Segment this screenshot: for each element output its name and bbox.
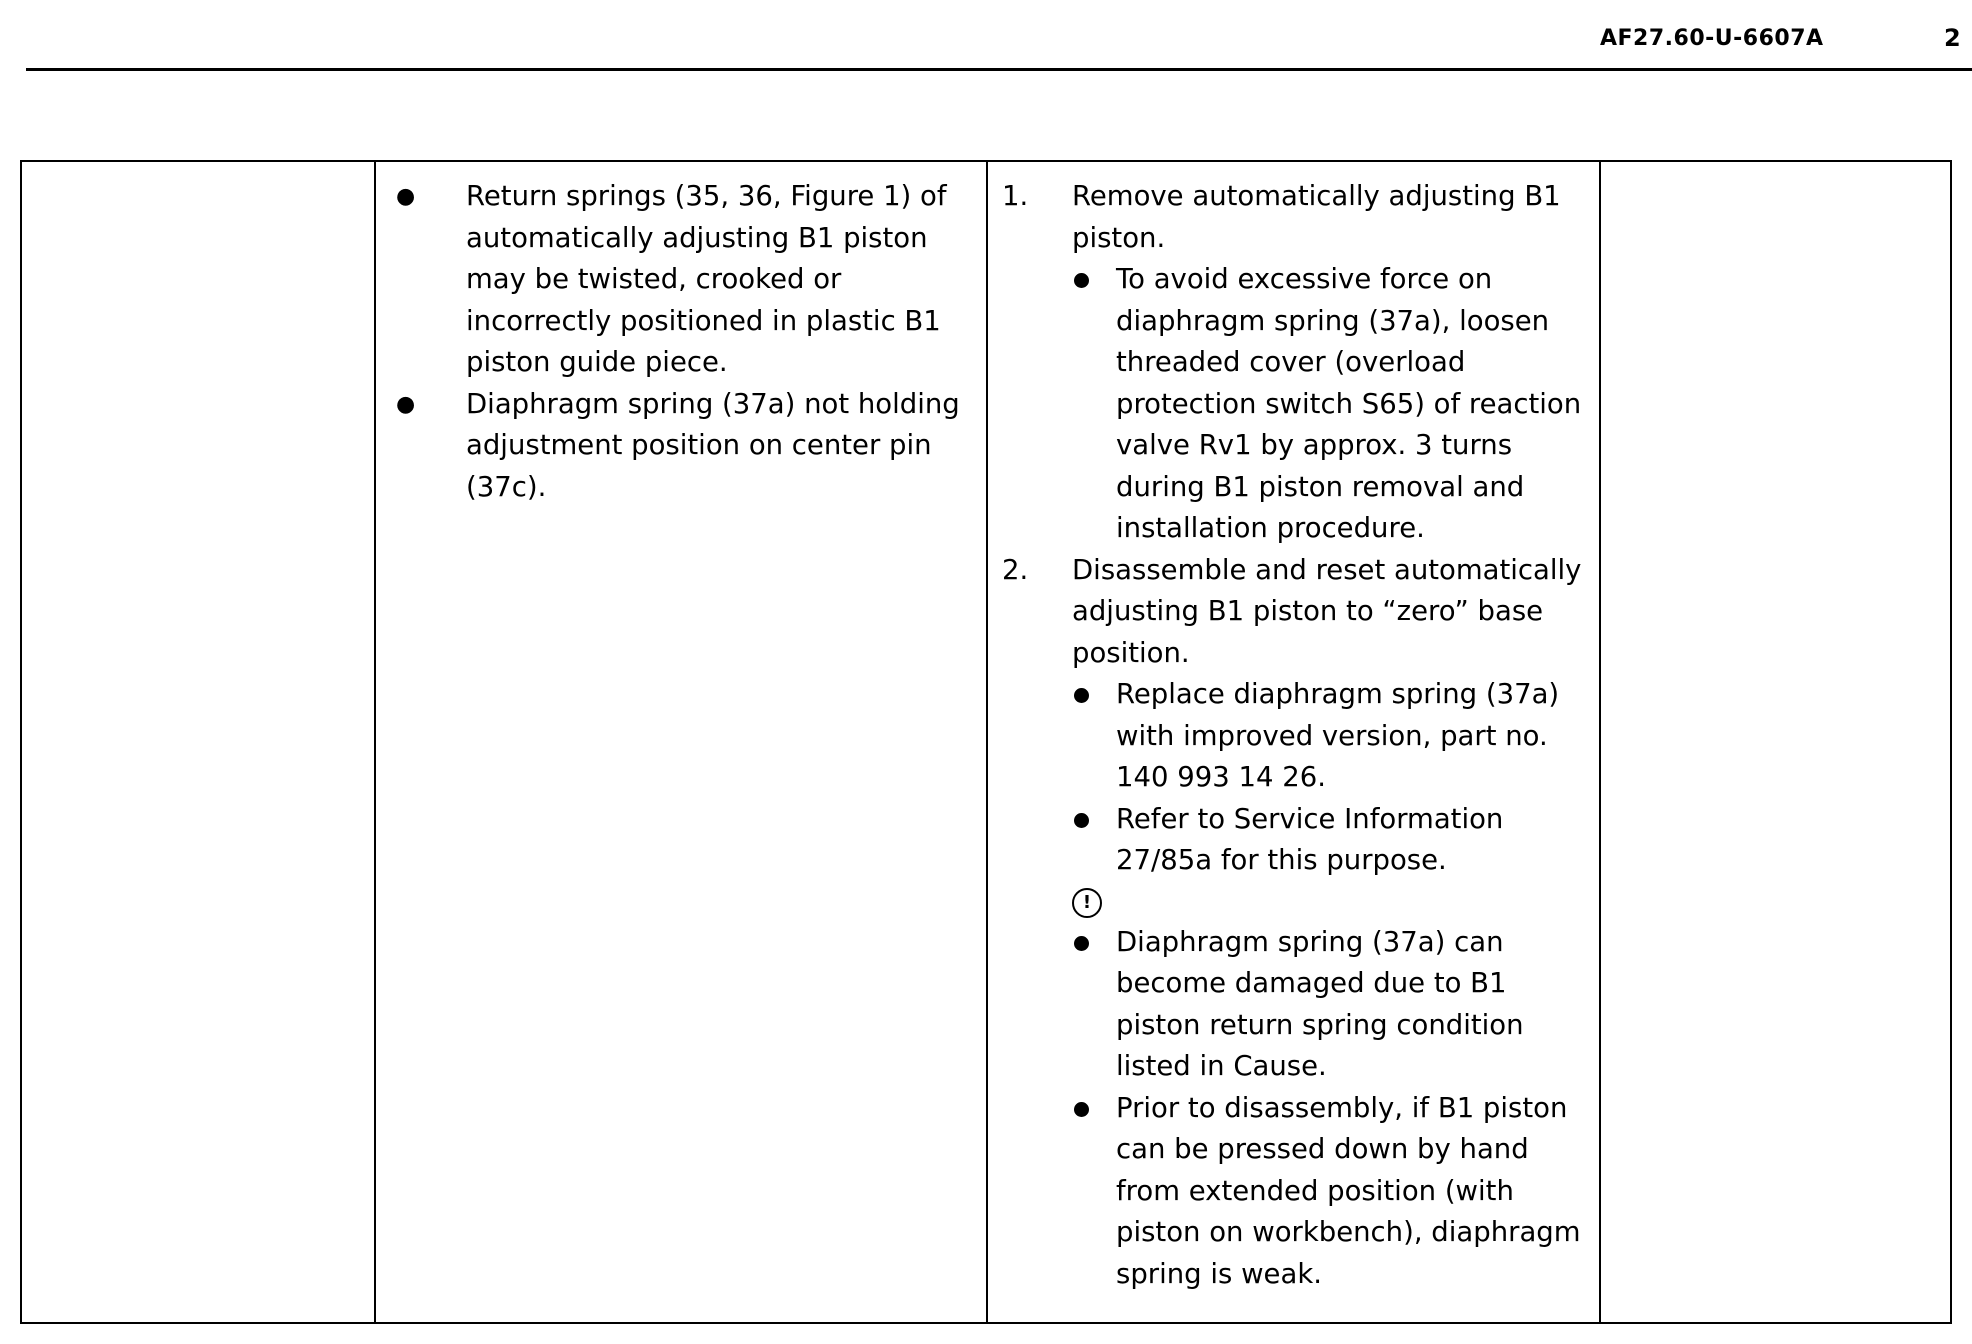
list-item — [1072, 922, 1591, 1088]
bullet-icon — [1074, 688, 1089, 703]
step-text: Remove automatically adjusting B1 piston. — [1072, 180, 1561, 254]
column-remarks — [1601, 162, 1950, 1322]
document-code: AF27.60-U-6607A — [1600, 26, 1824, 51]
note-text: Prior to disassembly, if B1 piston can be pressed down by hand from extended position (with piston on workbench), diaphragm spring is weak. — [1116, 1091, 1581, 1290]
cause-list — [396, 176, 974, 508]
note-text: Diaphragm spring (37a) can become damaged due to B1 piston return spring condition listed in Cause. — [1116, 925, 1524, 1082]
list-item — [1072, 1088, 1591, 1296]
list-item — [1072, 674, 1591, 799]
note-items — [1072, 922, 1591, 1296]
subitem-text: To avoid excessive force on diaphragm spring (37a), loosen threaded cover (overload protection switch S65) of reaction valve Rv1 by approx. 3 turns during B1 piston removal and installation procedure. — [1116, 263, 1582, 544]
note-icon: ! — [1072, 888, 1102, 918]
diagnosis-table — [20, 160, 1952, 1324]
page-number: 2 — [1944, 24, 1961, 52]
list-item — [1072, 259, 1591, 550]
remedy-step-2 — [1002, 550, 1591, 1296]
step-text: Disassemble and reset automatically adjusting B1 piston to “zero” base position. — [1072, 553, 1582, 669]
remedy-step-1 — [1002, 176, 1591, 550]
column-cause — [376, 162, 988, 1322]
column-complaint — [22, 162, 376, 1322]
list-item — [396, 384, 974, 509]
cause-text: Diaphragm spring (37a) not holding adjustment position on center pin (37c). — [466, 387, 960, 503]
remedy-steps — [1002, 176, 1591, 1295]
list-item — [1072, 799, 1591, 882]
cause-text: Return springs (35, 36, Figure 1) of automatically adjusting B1 piston may be twisted, crooked or incorrectly positioned in plastic B1 piston guide piece. — [466, 180, 947, 378]
bullet-icon — [1074, 1102, 1089, 1117]
subitem-text: Refer to Service Information 27/85a for this purpose. — [1116, 802, 1504, 876]
bullet-icon: ● — [396, 184, 416, 209]
list-item — [396, 176, 974, 384]
bullet-icon: ● — [396, 391, 416, 417]
header-rule — [26, 68, 1972, 71]
subitem-text: Replace diaphragm spring (37a) with improved version, part no. 140 993 14 26. — [1116, 678, 1560, 793]
bullet-icon — [1074, 813, 1089, 828]
step-number: 1. — [1002, 180, 1029, 212]
column-remedy — [988, 162, 1601, 1322]
step-subitems — [1072, 674, 1591, 882]
bullet-icon — [1074, 273, 1089, 288]
step-subitems — [1072, 259, 1591, 550]
bullet-icon — [1074, 936, 1089, 951]
step-number: 2. — [1002, 553, 1029, 586]
